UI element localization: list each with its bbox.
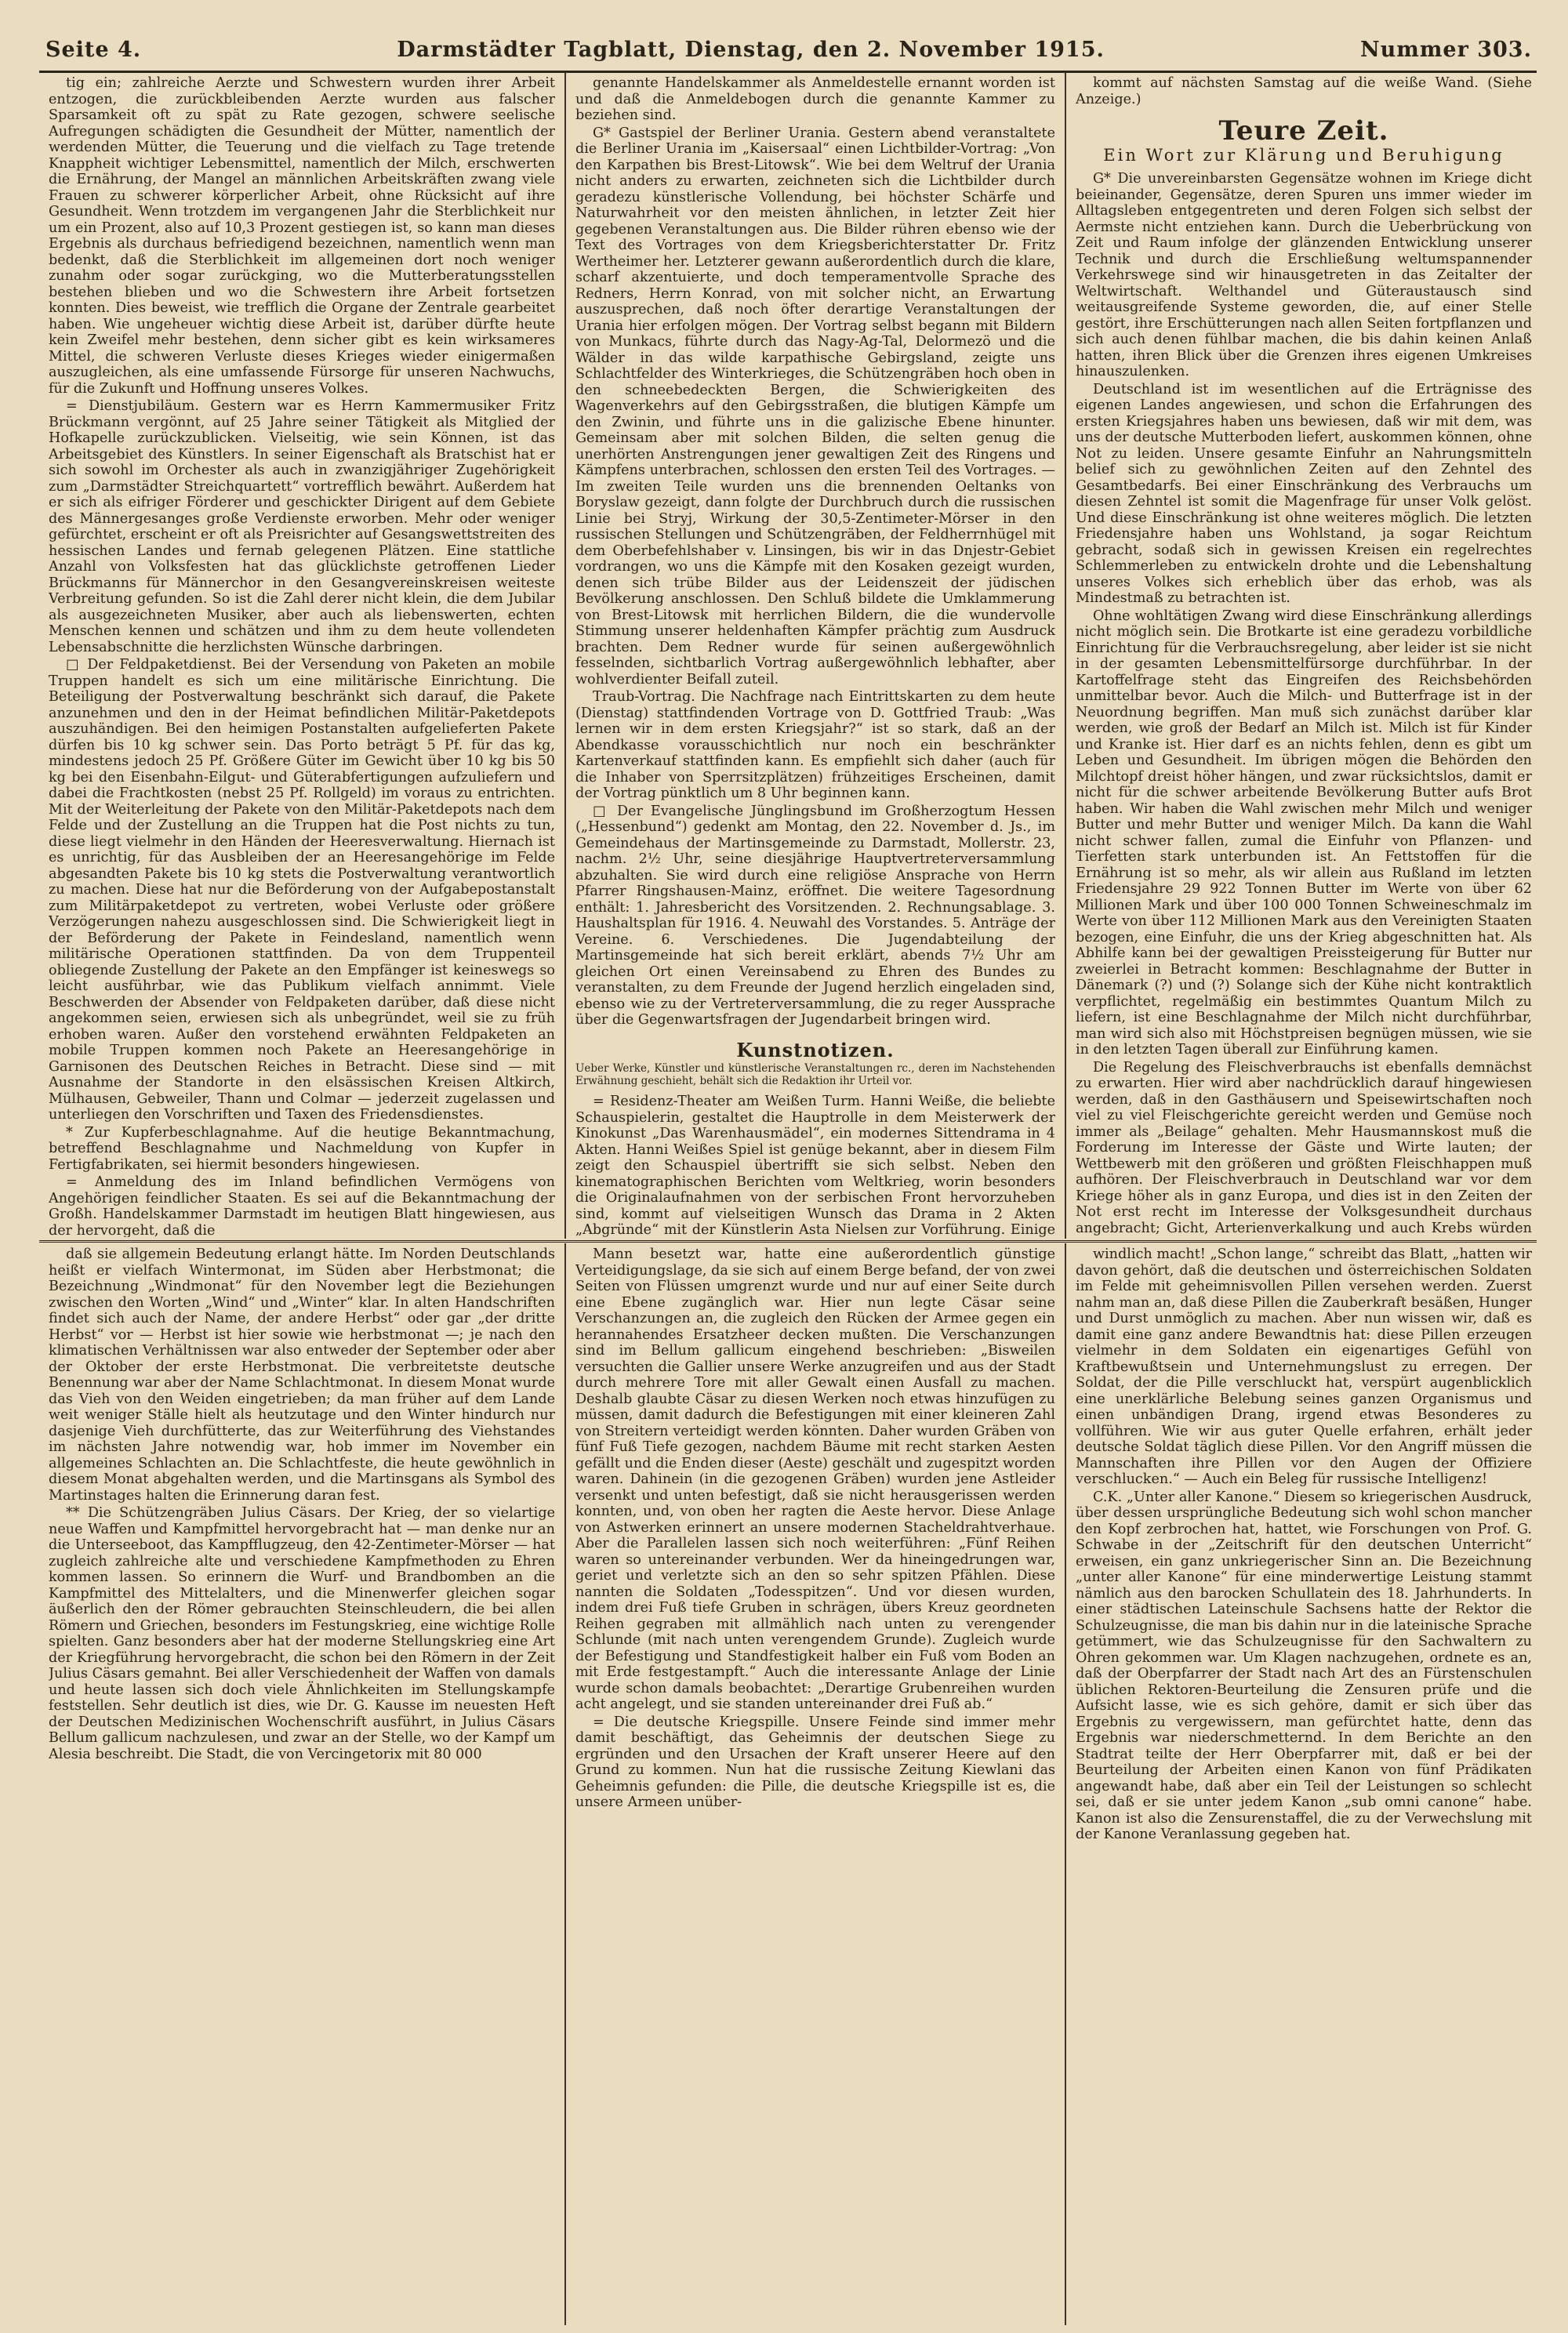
page-number: Seite 4. (45, 37, 142, 62)
article-paragraph: C.K. „Unter aller Kanone.“ Diesem so kriegerischen Ausdruck, über dessen ursprüngliche Bedeutung sich wohl schon mancher den Kopf zerbrochen hat, hattet, wie Forschungen von Prof. G. Schwabe in der „Zeitschrift für den deutschen Unterricht“ erweisen, ein ganz unkriegerischer Sinn an. Die Bezeichnung „unter aller Kanone“ für eine minderwertige Leistung stammt nämlich aus den barocken Schullatein des 18. Jahrhunderts. In einer städtischen Lateinschule Sachsens hatte der Rektor die Schulzeugnisse, die man bis dahin nur in die lateinische Sprache getümmert, wie das Schulzeugnisse für den Sachwaltern zu Ohren gekommen war. Um Klagen nachzugehen, ordnete es an, daß der Oberpfarrer der Stadt nach Art des an Fürstenschulen üblichen Rektoren-Beurteilung die Zensuren prüfe und die Aufsicht lasse, wie es sich gehöre, damit er sich über das Ergebnis zu vergewissern, man gefürchtet hatte, denn das Ergebnis war niederschmetternd. In dem Berichte an den Stadtrat teilte der Herr Oberpfarrer mit, daß er bei der Beurteilung der Arbeiten einen Kanon von fünf Prädikaten angewandt habe, daß aber ein Teil der Leistungen so schlecht sei, daß er sie unter jedem Kanon „sub omni canone“ habe. Kanon ist also die Zensurenstaffel, die zu der Verwechslung mit der Kanone Veranlassung gegeben hat. (1076, 1489, 1532, 1842)
issue-number: Nummer 303. (1359, 37, 1532, 62)
article-paragraph: G* Die unvereinbarsten Gegensätze wohnen im Kriege dicht beieinander, Gegensätze, deren Spuren uns immer wieder im Alltagsleben entgegentreten und deren Folgen sich selbst der Aermste nicht entziehen kann. Durch die Ueberbrückung von Zeit und Raum infolge der glänzenden Entwicklung unserer Technik und durch die Erschließung weltumspannender Verkehrswege sind wir hinausgetreten in das Zeitalter der Weltwirtschaft. Welthandel und Güteraustausch sind weitausgreifende Systeme geworden, die, auf einer Stelle gestört, ihre Erschütterungen nach allen Seiten fortpflanzen und sich auch denen fühlbar machen, die bis dahin keinen Anlaß hatten, ihren Blick über die Grenzen ihres eigenen Umkreises hinauszulenken. (1076, 171, 1532, 379)
article-paragraph: Ohne wohltätigen Zwang wird diese Einschränkung allerdings nicht möglich sein. Die Brotkarte ist eine geradezu vorbildliche Einrichtung für die Verbrauchsregelung, aber leider ist sie nicht in der gesamten Lebensmittelfürsorge durchführbar. In der Kartoffelfrage steht das Eingreifen des Reichsbehörden unmittelbar bevor. Auch die Milch- und Butterfrage ist in der Neuordnung begriffen. Man muß sich zunächst darüber klar werden, wie groß der Bedarf an Milch ist. Milch ist für Kinder und Kranke ist. Hier darf es an nichts fehlen, denn es gibt um Leben und Gesundheit. Im übrigen mögen die Behörden den Milchtopf dreist höher hängen, und zwar rücksichtslos, damit er nicht für die schwer arbeitende Bevölkerung Butter aufs Brot haben. Wir haben die Wahl zwischen mehr Milch und weniger Butter und mehr Butter und weniger Milch. Da kann die Wahl nicht schwer fallen, zumal die Einfuhr von Pflanzen- und Tierfetten stark unterbunden ist. An Fettstoffen für die Ernährung ist so mehr, als wir allein aus Rußland im letzten Friedensjahre 29 922 Tonnen Butter im Werte von über 62 Millionen Mark und über 100 000 Tonnen Schweineschmalz im Werte von über 112 Millionen Mark aus den Vereinigten Staaten bezogen, eine Einfuhr, die uns der Krieg abgeschnitten hat. Als Abhilfe kann bei der gewaltigen Preissteigerung für Butter nur zweierlei in Betracht kommen: Beschlagnahme der Butter in Dänemark (?) und (?) Solange sich der Kühe nicht kontraktlich verpflichtet, regelmäßig ein bestimmtes Quantum Milch zu liefern, ist eine Beschlagnahme der Milch nicht durchführbar, man wird sich also mit Höchstpreisen begnügen müssen, wie sie in den letzten Tagen überall zur Einführung kamen. (1076, 608, 1532, 1058)
page-header (45, 31, 1532, 67)
editorial-note: Ueber Werke, Künstler und künstlerische Veranstaltungen rc., deren im Nachstehenden Erwähnung geschieht, behält sich die Redaktion ihr Urteil vor. (575, 1062, 1055, 1087)
section-rule (39, 1240, 1537, 1243)
article-paragraph: G* Gastspiel der Berliner Urania. Gestern abend veranstaltete die Berliner Urania im „Kaisersaal“ einen Lichtbilder-Vortrag: „Von den Karpathen bis Brest-Litowsk“. Wie bei dem Weltruf der Urania nicht anders zu erwarten, zeichneten sich die Lichtbilder durch geradezu künstlerische Vollendung, bei höchster Schärfe und Naturwahrheit vor den meisten ähnlichen, in letzter Zeit hier gegebenen Veranstaltungen aus. Die Bilder rühren ebenso wie der Text des Vortrages von dem Kriegsberichterstatter Dr. Fritz Wertheimer her. Letzterer gewann außerordentlich durch die klare, scharf akzentuierte, und doch temperamentvolle Sprache des Redners, Herrn Konrad, von mit solcher nicht, an Erwartung auszusprechen, daß noch öfter derartige Veranstaltungen der Urania hier erfolgen mögen. Der Vortrag selbst begann mit Bildern von Munkacs, führte durch das Nagy-Ag-Tal, Delormezö und die Wälder in das wilde karpathische Gebirgsland, zeigte uns Schlachtfelder des Winterkrieges, die Schützengräben hoch oben in den schneebedeckten Bergen, die Schwierigkeiten des Wagenverkehrs auf den Gebirgsstraßen, die blutigen Kämpfe um den Zwinin, und führte uns in die galizische Ebene hinunter. Gemeinsam aber mit solchen Bilden, die selten genug die unerhörten Anstrengungen jener gewaltigen Zeit des Ringens und Kämpfens unterbrachen, schlossen den ersten Teil des Vortrages. — Im zweiten Teile wurden uns die brennenden Oeltanks von Boryslaw gezeigt, dann folgte der Durchbruch durch die russischen Linie bei Stryj, Wirkung der 30,5-Zentimeter-Mörser in den russischen Stellungen und Schützengräben, der Feldherrnhügel mit dem Oberbefehlshaber v. Linsingen, bis wir in das Dnjestr-Gebiet vordrangen, wo uns die Kämpfe mit den Kosaken gezeigt wurden, denen sich trübe Bilder aus der Leidenszeit der jüdischen Bevölkerung anschlossen. Den Schluß bildete die Umklammerung von Brest-Litowsk mit herrlichen Bildern, die die wundervolle Stimmung unserer heldenhaften Kämpfer prächtig zum Ausdruck brachten. Dem Redner wurde für seinen außergewöhnlich fesselnden, sichtbarlich Vortrag außergewöhnlich lebhafter, aber wohlverdienter Beifall zuteil. (575, 125, 1055, 688)
article-paragraph: = Dienstjubiläum. Gestern war es Herrn Kammermusiker Fritz Brückmann vergönnt, auf 25 Jahre seiner Tätigkeit als Mitglied der Hofkapelle zurückzublicken. Vielseitig, wie sein Können, ist das Arbeitsgebiet des Künstlers. In seiner Eigenschaft als Bratschist hat er sich sowohl im Orchester als auch in zwanzigjähriger Zugehörigkeit zum „Darmstädter Streichquartett“ vortrefflich bewährt. Außerdem hat er sich als eifriger Förderer und geschickter Dirigent auf dem Gebiete des Männergesanges große Verdienste erworben. Mehr oder weniger gefürchtet, erscheint er oft als Preisrichter auf Gesangswettstreiten des hessischen Landes und fernab gelegenen Plätzen. Eine stattliche Anzahl von Volksfesten hat das glücklichste getroffenen Lieder Brückmanns für Männerchor in den Gesangvereinskreisen weiteste Verbreitung gefunden. So ist die Zahl derer nicht klein, die dem Jubilar als ausgezeichneten Musiker, aber auch als liebenswerten, echten Menschen kennen und schätzen und ihm zu dem heute vollendeten Lebensabschnitte die herzlichsten Wünsche darbringen. (49, 398, 555, 655)
article-paragraph: Mann besetzt war, hatte eine außerordentlich günstige Verteidigungslage, da sie sich auf einem Berge befand, der von zwei Seiten von Flüssen umgrenzt wurde und nur auf einer Seite durch eine Ebene zugänglich war. Hier nun legte Cäsar seine Verschanzungen an, die zugleich den Rücken der Armee gegen ein herannahendes Ersatzheer decken mußten. Die Verschanzungen sind im Bellum gallicum eingehend beschrieben: „Bisweilen versuchten die Gallier unsere Werke anzugreifen und aus der Stadt durch mehrere Tore mit aller Gewalt einen Ausfall zu machen. Deshalb glaubte Cäsar zu diesen Werken noch etwas hinzufügen zu müssen, damit dadurch die Befestigungen mit einer kleineren Zahl von Streitern verteidigt werden könnten. Daher wurden Gräben von fünf Fuß Tiefe gezogen, nachdem Bäume mit recht starken Aesten gefällt und die Enden dieser (Aeste) geschält und zugespitzt worden waren. Dahinein (in die gezogenen Gräben) wurden jene Astleider versenkt und unten befestigt, daß sie nicht herausgerissen werden konnten, und, von oben her ragten die Aeste hervor. Diese Anlage von Astwerken erinnert an unsere modernen Stacheldrahtverhaue. Aber die Parallelen lassen sich noch weiterführen: „Fünf Reihen waren so untereinander verbunden. Wer da hineingedrungen war, geriet und verletzte sich an den so sehr spitzen Pfählen. Diese nannten die Soldaten „Todesspitzen“. Und vor diesen wurden, indem drei Fuß tiefe Gruben in schrägen, übers Kreuz geordneten Reihen gegraben mit allmählich nach unten zu verengender Schlunde (mit nach unten verengendem Grunde). Zugleich wurde der Befestigung und Standfestigkeit halber ein Fuß vom Boden an mit Erde festgestampft.“ Auch die interessante Anlage der Linie wurde schon damals beobachtet: „Derartige Grubenreihen wurden acht angelegt, und sie standen untereinander drei Fuß ab.“ (575, 1246, 1055, 1712)
column-2-bottom (575, 1246, 1055, 2325)
article-paragraph: Traub-Vortrag. Die Nachfrage nach Eintrittskarten zu dem heute (Dienstag) stattfindenden Vortrage von D. Gottfried Traub: „Was lernen wir in dem ersten Kriegsjahr?“ ist so stark, daß an der Abendkasse vorausschichtlich nur noch ein beschränkter Kartenverkauf stattfinden kann. Es empfiehlt sich daher (auch für die Inhaber von Sperrsitzplätzen) frühzeitiges Erscheinen, damit der Vortrag pünktlich um 8 Uhr beginnen kann. (575, 689, 1055, 801)
column-3-bottom (1076, 1246, 1532, 2325)
column-divider (564, 72, 566, 1239)
article-subtitle: Ein Wort zur Klärung und Beruhigung (1103, 145, 1504, 165)
article-title: Teure Zeit. (1218, 115, 1389, 147)
header-rule (39, 71, 1537, 73)
article-paragraph: * Zur Kupferbeschlagnahme. Auf die heutige Bekanntmachung, betreffend Beschlagnahme und Nachmeldung von Kupfer in Fertigfabrikaten, sei hiermit besonders hingewiesen. (49, 1124, 555, 1173)
article-paragraph: Deutschland ist im wesentlichen auf die Erträgnisse des eigenen Landes angewiesen, und schon die Erfahrungen des ersten Kriegsjahres haben uns bewiesen, daß wir mit dem, was uns der deutsche Mutterboden liefert, auskommen können, ohne Not zu leiden. Unsere gesamte Einfuhr an Nahrungsmitteln belief sich zu gewöhnlichen Zeiten auf den Zehntel des Gesamtbedarfs. Bei einer Einschränkung des Verbrauchs um diesen Zehntel ist somit die Magenfrage für unser Volk gelöst. Und diese Einschränkung ist ohne weiteres möglich. Die letzten Friedensjahre haben uns Wohlstand, ja sogar Reichtum gebracht, sodaß sich in gewissen Kreisen ein regelrechtes Schlemmerleben zu entwickeln drohte und die Lebenshaltung unseres Volkes sich erheblich über das erhob, was als Mindestmaß zu betrachten ist. (1076, 381, 1532, 606)
article-paragraph: genannte Handelskammer als Anmeldestelle ernannt worden ist und daß die Anmeldebogen durch die genannte Kammer zu beziehen sind. (575, 75, 1055, 123)
column-1-top (49, 75, 555, 1237)
article-paragraph: = Anmeldung des im Inland befindlichen Vermögens von Angehörigen feindlicher Staaten. Es sei auf die Bekanntmachung der Großh. Handelskammer Darmstadt im heutigen Blatt hingewiesen, aus der hervorgeht, daß die (49, 1174, 555, 1237)
article-paragraph: □ Der Feldpaketdienst. Bei der Versendung von Paketen an mobile Truppen handelt es sich um eine militärische Einrichtung. Die Beteiligung der Postverwaltung beschränkt sich darauf, die Pakete anzunehmen und den in der Heimat befindlichen Militär-Paketdepots auszuhändigen. Bei den heimigen Postanstalten aufgelieferten Pakete dürfen bis 10 kg schwer sein. Das Porto beträgt 5 Pf. für das kg, mindestens jedoch 25 Pf. Größere Güter im Gewicht über 10 kg bis 50 kg bei den Eisenbahn-Eilgut- und Güterabfertigungen aufzuliefern und dabei die Frachtkosten (nebst 25 Pf. Rollgeld) im voraus zu entrichten. Mit der Weiterleitung der Pakete von den Militär-Paketdepots nach dem Felde und der Zustellung an die Truppen hat die Post nichts zu tun, diese liegt vielmehr in den Händen der Heeresverwaltung. Hiernach ist es unrichtig, für das Ausbleiben der an Heeresangehörige im Felde abgesandten Pakete bis 10 kg stets die Postverwaltung verantwortlich zu machen. Diese hat nur die Beförderung von der Aufgabepostanstalt zum Militärpaketdepot zu vertreten, wobei Verluste oder größere Verzögerungen nahezu ausgeschlossen sind. Die Schwierigkeit liegt in der Beförderung der Pakete in Feindesland, namentlich wenn militärische Operationen stattfinden. Da von dem Truppenteil obliegende Zustellung der Pakete an den Empfänger ist keineswegs so leicht ausführbar, wie das Publikum vielfach annimmt. Viele Beschwerden der Absender von Feldpaketen darüber, daß diese nicht angekommen seien, erwiesen sich als unbegründet, weil sie zu früh erhoben waren. Außer den vorstehend erwähnten Feldpaketen an mobile Truppen kommen noch Pakete an Heeresangehörige in Garnisonen des Deutschen Reiches in Betracht. Diese sind — mit Ausnahme der Standorte in den elsässischen Kreisen Altkirch, Mülhausen, Gebweiler, Thann und Colmar — jederzeit zugelassen und unterliegen den Vorschriften und Taxen des Friedensdienstes. (49, 657, 555, 1123)
article-paragraph: = Residenz-Theater am Weißen Turm. Hanni Weiße, die beliebte Schauspielerin, gestaltet die Hauptrolle in dem Meisterwerk der Kinokunst „Das Warenhausmädel“, ein modernes Sittendrama in 4 Akten. Hanni Weißes Spiel ist genüge bekannt, aber in diesem Film zeigt den Schauspiel übertrifft sie sich selbst. Neben den kinematographischen Berichten vom Weltkrieg, worin besonders die Originalaufnahmen von der serbischen Front hervorzuheben sind, kommt auf vielseitigen Wunsch das Drama in 2 Akten „Abgründe“ mit der Künstlerin Asta Nielsen zur Vorführung. Einige (575, 1094, 1055, 1237)
masthead-title: Darmstädter Tagblatt, Dienstag, den 2. November 1915. (397, 37, 1105, 62)
article-paragraph: tig ein; zahlreiche Aerzte und Schwestern wurden ihrer Arbeit entzogen, die zurückbleibenden Aerzte wurden aus falscher Sparsamkeit oft zu spät zu Rate gezogen, schwere seelische Aufregungen schädigten die Gesundheit der Mütter, namentlich der werdenden Mütter, die Teuerung und die vielfach zu Tage tretende Knappheit wichtiger Lebensmittel, namentlich der Milch, erschwerten die Ernährung, der Mangel an männlichen Arbeitskräften zwang viele Frauen zu schwerer körperlicher Arbeit, ohne Rücksicht auf ihre Gesundheit. Wenn trotzdem im vergangenen Jahr die Sterblichkeit nur um ein Prozent, also auf 10,3 Prozent gestiegen ist, so kann man dieses Ergebnis als durchaus befriedigend bezeichnen, namentlich wenn man bedenkt, daß die Sterblichkeit im allgemeinen dort noch weniger zunahm oder sogar zurückging, wo die Mutterberatungsstellen bestehen blieben und wo die Schwestern ihre Arbeit fortsetzen konnten. Dies beweist, wie trefflich die Organe der Zentrale gearbeitet haben. Wie ungeheuer wichtig diese Arbeit ist, darüber dürfte heute kein Zweifel mehr bestehen, denn sicher gibt es kein wirksameres Mittel, die schweren Verluste dieses Krieges wieder einigermaßen auszugleichen, als eine umfassende Fürsorge für unseren Nachwuchs, für die Zukunft und Hoffnung unseres Volkes. (49, 75, 555, 397)
article-paragraph: = Die deutsche Kriegspille. Unsere Feinde sind immer mehr damit beschäftigt, das Geheimnis der deutschen Siege zu ergründen und den Ursachen der Kraft unserer Heere auf den Grund zu kommen. Nun hat die russische Zeitung Kiewlani das Geheimnis gefunden: die Pille, die deutsche Kriegspille ist es, die unsere Armeen unüber- (575, 1714, 1055, 1810)
section-heading: Kunstnotizen. (736, 1038, 895, 1061)
column-1-bottom (49, 1246, 555, 2325)
article-paragraph: kommt auf nächsten Samstag auf die weiße Wand. (Siehe Anzeige.) (1076, 75, 1532, 107)
article-paragraph: daß sie allgemein Bedeutung erlangt hätte. Im Norden Deutschlands heißt er vielfach Wintermonat, im Süden aber Herbstmonat; die Bezeichnung „Windmonat“ für den November legt die Beziehungen zwischen den Worten „Wind“ und „Winter“ klar. In alten Handschriften findet sich auch der Name, der andere Herbst“ oder gar „der dritte Herbst“ vor — Herbst ist hier sowie wie herbstmonat —; je nach den klimatischen Verhältnissen war also entweder der September oder aber der Oktober der erste Herbstmonat. Die verbreitetste deutsche Benennung war aber der Name Schlachtmonat. In diesem Monat wurde das Vieh von den Weiden eingetrieben; da man früher auf dem Lande weit weniger Ställe hielt als heutzutage und den Winter hindurch nur dasjenige Vieh durchfütterte, das zur Weiterführung des Viehstandes im nächsten Jahre notwendig war, hob immer im November ein allgemeines Schlachten an. Die Schlachtfeste, die heute gewöhnlich in diesem Monat abgehalten werden, und die Martinsgans als Symbol des Martinstages halten die Erinnerung daran fest. (49, 1246, 555, 1504)
article-paragraph: ** Die Schützengräben Julius Cäsars. Der Krieg, der so vielartige neue Waffen und Kampfmittel hervorgebracht hat — man denke nur an die Unterseeboot, das Kampfflugzeug, den 42-Zentimeter-Mörser — hat zugleich zahlreiche alte und verschiedene Kampfmethoden zu Ehren kommen lassen. So erinnern die Wurf- und Brandbomben an die Kampfmittel des Mittelalters, und die Minenwerfer gleichen sogar äußerlich den der Römer gebrauchten Steinschleudern, die bei allen Römern und Griechen, besonders im Festungskrieg, eine wichtige Rolle spielten. Ganz besonders aber hat der moderne Stellungskrieg eine Art der Kriegführung hervorgebracht, die schon bei den Römern in der Zeit Julius Cäsars gemahnt. Bei aller Verschiedenheit der Waffen von damals und heute lassen sich doch viele Ähnlichkeiten im Stellungskampfe feststellen. Sehr deutlich ist dies, wie Dr. G. Kausse im neuesten Heft der Deutschen Medizinischen Wochenschrift ausführt, in Julius Cäsars Bellum gallicum nachzulesen, und zwar an der Stelle, wo der Kampf um Alesia beschreibt. Die Stadt, die von Vercingetorix mit 80 000 (49, 1505, 555, 1762)
column-3-top (1076, 75, 1532, 1237)
article-paragraph: Die Regelung des Fleischverbrauchs ist ebenfalls demnächst zu erwarten. Hier wird aber nachdrücklich darauf hingewiesen werden, daß in den Gasthäusern und Speisewirtschaften noch viel zu viel Fleischgerichte gereicht werden und Gemüse noch immer als „Beilage“ gehalten. Mehr Hausmannskost muß die Forderung im Interesse der Gäste und Wirte lauten; der Wettbewerb mit den größeren und größten Fleischhappen muß aufhören. Der Fleischverbrauch in Deutschland war vor dem Kriege höher als in ganz Europa, und dies ist in den Zeiten der Not erst recht im Interesse der Volksgesundheit durchaus angebracht; Gicht, Arterienverkalkung und auch Krebs würden (1076, 1059, 1532, 1236)
article-paragraph: □ Der Evangelische Jünglingsbund im Großherzogtum Hessen („Hessenbund“) gedenkt am Montag, den 22. November d. Js., im Gemeindehaus der Martinsgemeinde zu Darmstadt, Mollerstr. 23, nachm. 2½ Uhr, seine diesjährige Hauptvertreterversammlung abzuhalten. Sie wird durch eine religiöse Ansprache von Herrn Pfarrer Ringshausen-Mainz, eröffnet. Die weitere Tagesordnung enthält: 1. Jahresbericht des Vorsitzenden. 2. Rechnungsablage. 3. Haushaltsplan für 1916. 4. Neuwahl des Vorstandes. 5. Anträge der Vereine. 6. Verschiedenes. Die Jugendabteilung der Martinsgemeinde hat sich bereit erklärt, abends 7½ Uhr am gleichen Ort einen Vereinsabend zu Ehren des Bundes zu veranstalten, zu dem Freunde der Jugend herzlich eingeladen sind, ebenso wie zu der Vertreterversammlung, die zu reger Aussprache über die Gegenwartsfragen der Jugendarbeit bringen wird. (575, 803, 1055, 1028)
column-divider (1065, 1243, 1066, 2325)
column-divider (564, 1243, 566, 2325)
article-paragraph: windlich macht! „Schon lange,“ schreibt das Blatt, „hatten wir davon gehört, daß die deutschen und österreichischen Soldaten im Felde mit geheimnisvollen Pillen versehen werden. Zuerst nahm man an, daß diese Pillen die Zauberkraft besäßen, Hunger und Durst unmöglich zu machen. Aber nun wissen wir, daß es damit eine ganz andere Bewandtnis hat: diese Pillen erzeugen vielmehr in dem Soldaten ein eigenartiges Gefühl von Kraftbewußtsein und Unternehmungslust zu erregen. Der Soldat, der die Pille verschluckt hat, verspürt augenblicklich eine unerklärliche Belebung seines ganzen Organismus und einen unbändigen Drang, irgend etwas Besonderes zu vollführen. Wie wir aus guter Quelle erfahren, erhält jeder deutsche Soldat täglich diese Pillen. Vor den Angriff müssen die Mannschaften ihre Pillen vor den Augen der Offiziere verschlucken.“ — Auch ein Beleg für russische Intelligenz! (1076, 1246, 1532, 1487)
column-2-top (575, 75, 1055, 1237)
column-divider (1065, 72, 1066, 1239)
